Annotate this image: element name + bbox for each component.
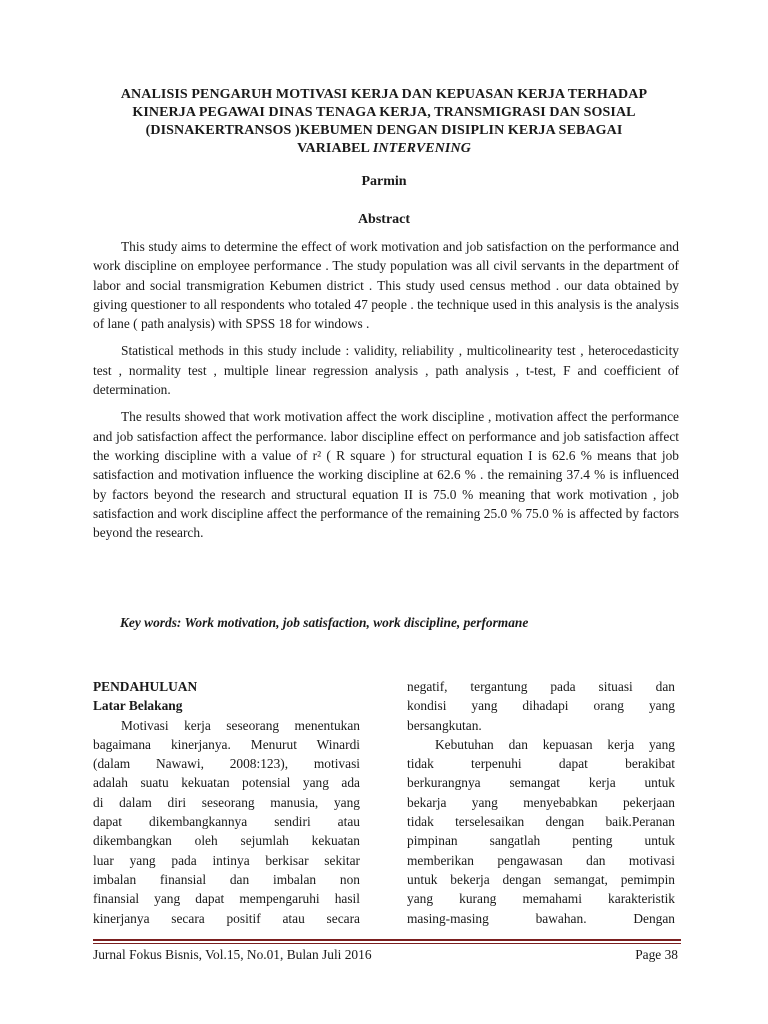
body-line: tidak terpenuhi dapat berakibat xyxy=(407,756,675,772)
title-line-last xyxy=(90,140,678,158)
title-line: KINERJA PEGAWAI DINAS TENAGA KERJA, TRANSMIGRASI DAN SOSIAL xyxy=(132,105,636,120)
abstract-body xyxy=(93,237,679,550)
body-line: luar yang pada intinya berkisar sekitar xyxy=(93,852,360,868)
keywords: Key words: Work motivation, job satisfaction, work discipline, performane xyxy=(120,615,529,630)
body-line: negatif, tergantung pada situasi dan xyxy=(407,679,675,694)
author-name: Parmin xyxy=(361,174,407,189)
footer-journal: Jurnal Fokus Bisnis, Vol.15, No.01, Bulan Juli 2016 xyxy=(93,947,372,962)
abstract-heading: Abstract xyxy=(357,212,411,227)
subsection-heading: Latar Belakang xyxy=(93,698,183,714)
body-line: yang kurang memahami karakteristik xyxy=(407,891,675,907)
title-last-prefix: VARIABEL xyxy=(297,141,373,156)
title-line: (DISNAKERTRANSOS )KEBUMEN DENGAN DISIPLIN KERJA SEBAGAI xyxy=(145,123,623,138)
body-line: bersangkutan. xyxy=(407,717,482,733)
body-line: adalah suatu kekuatan potensial yang ada xyxy=(93,775,360,791)
body-line: tidak terselesaikan dengan baik.Peranan xyxy=(407,814,675,830)
abstract-paragraph: Statistical methods in this study include : validity, reliability , multicolinearity test , heterocedasticity test , normality test , multiple linear regression analysis , path analysis , t-test, F and coefficient of determination. xyxy=(93,343,679,398)
body-line: dapat dikembangkannya sendiri atau xyxy=(93,814,360,830)
body-line: Motivasi kerja seseorang menentukan xyxy=(121,717,360,733)
title-line: ANALISIS PENGARUH MOTIVASI KERJA DAN KEPUASAN KERJA TERHADAP xyxy=(120,87,648,102)
abstract-paragraph: This study aims to determine the effect of work motivation and job satisfaction on the performance and work discipline on employee performance . The study population was all civil servants in the department of labor and social transmigration Kebumen district . This study used census method . our data obtained by giving questioner to all respondents who totaled 47 people . the technique used in this analysis is the analysis of lane ( path analysis) with SPSS 18 for windows . xyxy=(93,239,679,332)
body-line: pimpinan sangatlah penting untuk xyxy=(407,833,675,849)
body-line: Kebutuhan dan kepuasan kerja yang xyxy=(435,736,675,752)
paper-title xyxy=(90,86,678,158)
body-line: memberikan pengawasan dan motivasi xyxy=(407,852,675,868)
left-column xyxy=(93,677,360,928)
body-line: dikembangkan oleh sejumlah kekuatan xyxy=(93,833,360,849)
abstract-paragraph: The results showed that work motivation affect the work discipline , motivation affect the performance and job satisfaction affect the performance. labor discipline effect on performance and job satisfaction affect the working discipline with a value of r² ( R square ) for structural equation I is 62.6 % means that job satisfaction and motivation influence the working discipline at 62.6 % . the remaining 37.4 % is influenced by factors beyond the research and structural equation II is 75.0 % meaning that work motivation , job satisfaction and work discipline affect the performance of the remaining 25.0 % 75.0 % is affected by factors beyond the research. xyxy=(93,409,679,541)
section-heading: PENDAHULUAN xyxy=(93,679,198,694)
body-line: finansial yang dapat mempengaruhi hasil xyxy=(93,891,360,907)
footer-rule-thick xyxy=(93,939,681,941)
body-line: untuk bekerja dengan semangat, pemimpin xyxy=(407,871,675,887)
body-line: imbalan finansial dan imbalan non xyxy=(93,871,360,887)
body-line: kinerjanya secara positif atau secara xyxy=(93,910,360,926)
footer-rule-thin xyxy=(93,943,681,944)
body-line: kondisi yang dihadapi orang yang xyxy=(407,698,675,714)
body-line: di dalam diri seseorang manusia, yang xyxy=(93,794,360,810)
title-last-italic: INTERVENING xyxy=(372,141,471,156)
body-line: (dalam Nawawi, 2008:123), motivasi xyxy=(93,756,360,772)
right-column xyxy=(407,677,675,928)
footer-page-number: Page 38 xyxy=(635,947,678,962)
body-line: berkurangnya semangat kerja untuk xyxy=(407,775,675,791)
body-line: bekarja yang menyebabkan pekerjaan xyxy=(407,794,675,810)
body-line: bagaimana kinerjanya. Menurut Winardi xyxy=(93,736,360,752)
body-line: masing-masing bawahan. Dengan xyxy=(407,910,675,926)
